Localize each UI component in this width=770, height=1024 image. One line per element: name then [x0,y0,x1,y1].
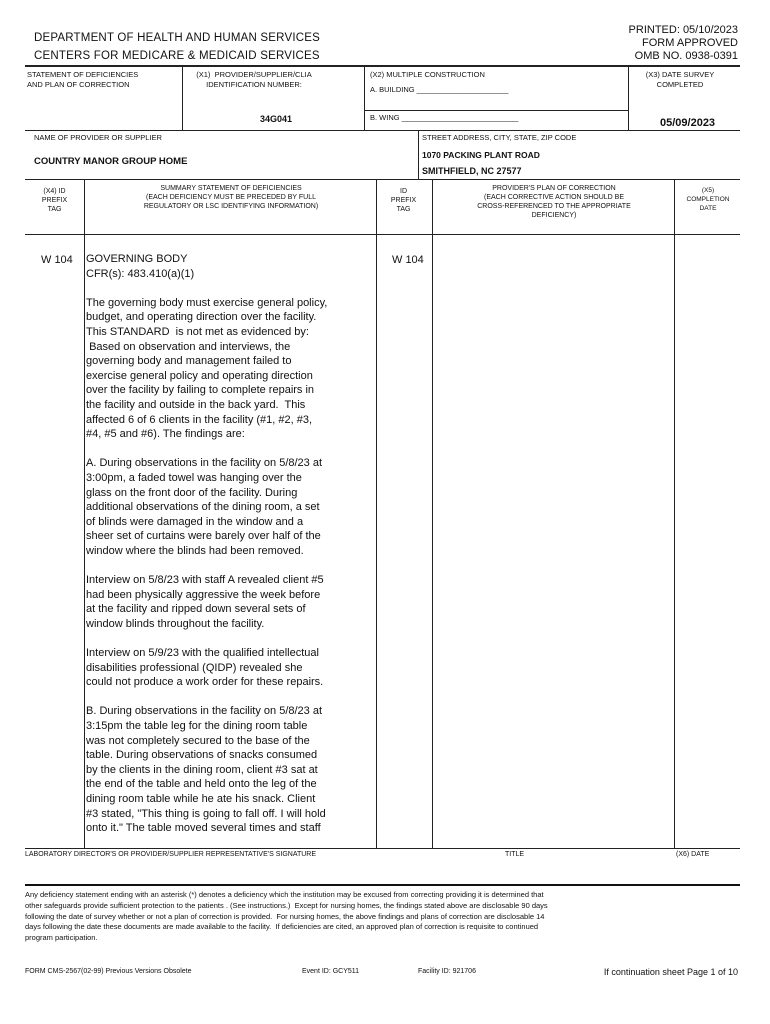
event-id: Event ID: GCY511 [302,968,360,975]
signature-title-label: TITLE [505,851,525,858]
x4-prefix-tag-header: (X4) ID PREFIX TAG [41,188,68,213]
x2-multiple-construction: (X2) MULTIPLE CONSTRUCTION [370,70,485,79]
plan-of-correction-header: PROVIDER'S PLAN OF CORRECTION (EACH CORRECTIVE ACTION SHOULD BE CROSS-REFERENCED TO THE APPROPRIATE DEFICIENCY) [477,185,631,219]
form-approved: FORM APPROVED [642,37,738,49]
address-label: STREET ADDRESS, CITY, STATE, ZIP CODE [422,133,577,142]
wing-field: B. WING ____________________________ [370,113,519,122]
deficiency-tag-right: W 104 [392,254,424,266]
form-number: FORM CMS-2567(02-99) Previous Versions Obsolete [25,968,192,975]
building-field: A. BUILDING ______________________ [370,85,509,94]
provider-name-label: NAME OF PROVIDER OR SUPPLIER [34,133,162,142]
omb-number: OMB NO. 0938-0391 [634,50,738,62]
disclaimer-footnote: Any deficiency statement ending with an asterisk (*) denotes a deficiency which the institution may be excused from correcting providing it is determined that other safeguards provide sufficient protection to the patients . (See instructions.) Except for nursing homes, the findings stated above are disclosable 90 days following the date of survey whether or not a plan of correction is provided. For nursing homes, the above findings and plans of correction are disclosable 14 days following the date these documents are made available to the facility. If deficiencies are cited, an approved plan of correction is requisite to continued program participation. [25,890,548,943]
continuation-page: If continuation sheet Page 1 of 10 [603,967,738,977]
x5-completion-header: (X5) COMPLETION DATE [686,187,730,212]
facility-id: Facility ID: 921706 [418,968,476,975]
signature-label: LABORATORY DIRECTOR'S OR PROVIDER/SUPPLIER REPRESENTATIVE'S SIGNATURE [25,851,317,858]
printed-date: PRINTED: 05/10/2023 [628,24,738,36]
survey-completed-date: 05/09/2023 [660,117,716,129]
statement-label: STATEMENT OF DEFICIENCIES AND PLAN OF CORRECTION [27,70,139,89]
x1-provider-id-label: (X1) PROVIDER/SUPPLIER/CLIA IDENTIFICATION NUMBER: [196,70,312,89]
summary-statement-header: SUMMARY STATEMENT OF DEFICIENCIES (EACH DEFICIENCY MUST BE PRECEDED BY FULL REGULATORY OR LSC IDENTIFYING INFORMATION) [143,185,319,210]
centers-name: CENTERS FOR MEDICARE & MEDICAID SERVICES [34,50,320,62]
deficiency-text: GOVERNING BODY CFR(s): 483.410(a)(1) The governing body must exercise general policy, budget, and operating direction over the facility. This STANDARD is not met as evidenced by: Based on observation and interviews, the governing body and management failed to exercise general policy and operating direction over the facility by failing to complete repairs in the facility and outside in the back yard. This affected 6 of 6 clients in the facility (#1, #2, #3, #4, #5 and #6). The findings are: A. During observations in the facility on 5/8/23 at 3:00pm, a faded towel was hanging over the glass on the front door of the facility. During additional observations of the dining room, a set of blinds were damaged in the window and a sheer set of curtains were barely over half of the window where the blinds had been removed. Interview on 5/8/23 with staff A revealed client #5 had been physically aggressive the week before at the facility and ripped down several sets of window blinds throughout the facility. Interview on 5/9/23 with the qualified intellectual disabilities professional (QIDP) revealed she could not produce a work order for these repairs. B. During observations in the facility on 5/8/23 at 3:15pm the table leg for the dining room table was not completely secured to the base of the table. During observations of snacks consumed by the clients in the dining room, client #3 sat at the end of the table and held onto the leg of the dining room table while he ate his snack. Client #3 stated, "This thing is going to fall off. I will hold onto it." The table moved several times and staff [86,253,328,835]
x3-date-label: (X3) DATE SURVEY COMPLETED [645,70,715,89]
provider-id-number: 34G041 [260,114,293,124]
signature-date-label: (X6) DATE [676,851,710,858]
provider-name: COUNTRY MANOR GROUP HOME [34,156,188,167]
id-prefix-tag-header: ID PREFIX TAG [390,188,417,213]
department-name: DEPARTMENT OF HEALTH AND HUMAN SERVICES [34,32,320,44]
address-line-1: 1070 PACKING PLANT ROAD [422,150,540,160]
deficiency-tag-left: W 104 [41,254,73,266]
address-line-2: SMITHFIELD, NC 27577 [422,166,522,176]
